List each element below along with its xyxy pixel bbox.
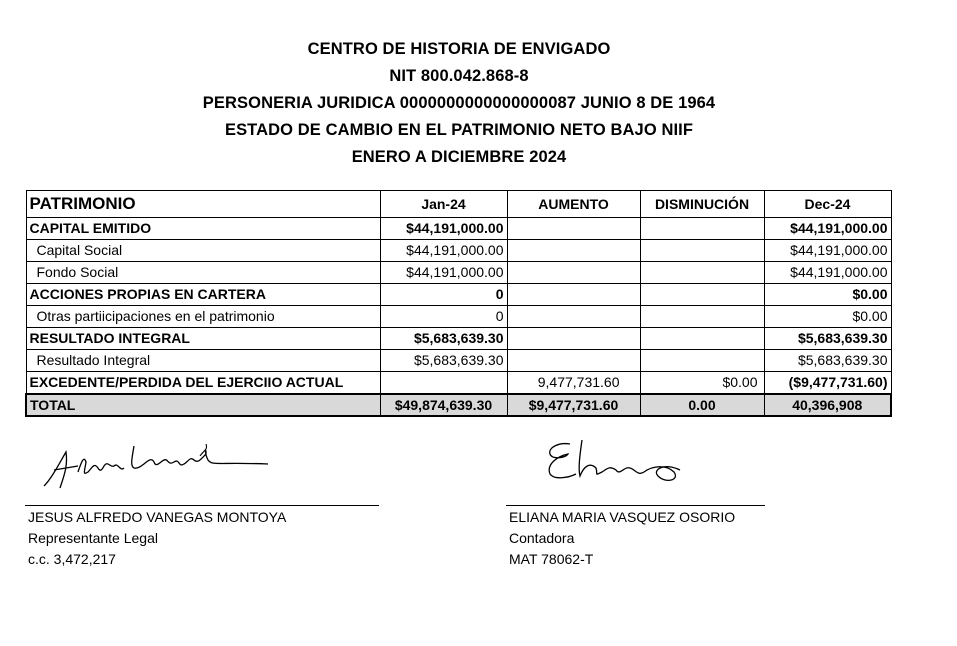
- org-nit: NIT 800.042.868-8: [389, 67, 529, 85]
- cell-dec: $0.00: [764, 284, 891, 306]
- cell-aumento: 9,477,731.60: [507, 372, 640, 395]
- cell-jan: 0: [380, 306, 507, 328]
- column-header-jan: Jan-24: [380, 191, 507, 218]
- cell-aumento: [507, 262, 640, 284]
- total-disminucion: 0.00: [640, 394, 764, 416]
- row-label: Capital Social: [26, 240, 380, 262]
- cell-aumento: [507, 284, 640, 306]
- signer-2-id: MAT 78062-T: [509, 551, 594, 567]
- cell-disminucion: [640, 350, 764, 372]
- total-jan: $49,874,639.30: [380, 394, 507, 416]
- signature-1-line: [25, 505, 379, 506]
- cell-jan: [380, 372, 507, 395]
- cell-dec: $44,191,000.00: [764, 240, 891, 262]
- total-label: TOTAL: [26, 394, 380, 416]
- table-row: [26, 328, 891, 350]
- column-header-dec: Dec-24: [764, 191, 891, 218]
- org-name: CENTRO DE HISTORIA DE ENVIGADO: [307, 40, 611, 58]
- cell-dec: $5,683,639.30: [764, 328, 891, 350]
- column-header-patrimonio: PATRIMONIO: [26, 191, 380, 218]
- cell-aumento: [507, 328, 640, 350]
- cell-disminucion: $0.00: [640, 372, 764, 395]
- row-label: Fondo Social: [26, 262, 380, 284]
- table-row: [26, 240, 891, 262]
- signer-2-role: Contadora: [509, 530, 575, 546]
- row-label: RESULTADO INTEGRAL: [26, 328, 380, 350]
- table-row: [26, 262, 891, 284]
- signer-1-name: JESUS ALFREDO VANEGAS MONTOYA: [28, 509, 287, 525]
- row-label: Otras partiicipaciones en el patrimonio: [26, 306, 380, 328]
- total-dec: 40,396,908: [764, 394, 891, 416]
- cell-disminucion: [640, 218, 764, 240]
- column-header-aumento: AUMENTO: [507, 191, 640, 218]
- legal-status: PERSONERIA JURIDICA 0000000000000000087 JUNIO 8 DE 1964: [202, 94, 716, 112]
- cell-disminucion: [640, 328, 764, 350]
- cell-dec: $0.00: [764, 306, 891, 328]
- row-label: EXCEDENTE/PERDIDA DEL EJERCIIO ACTUAL: [26, 372, 380, 395]
- total-row: [26, 394, 891, 416]
- cell-aumento: [507, 306, 640, 328]
- row-label: ACCIONES PROPIAS EN CARTERA: [26, 284, 380, 306]
- cell-disminucion: [640, 262, 764, 284]
- report-period: ENERO A DICIEMBRE 2024: [351, 148, 567, 166]
- cell-jan: $44,191,000.00: [380, 240, 507, 262]
- signature-2-line: [506, 505, 765, 506]
- table-header-row: [26, 191, 891, 218]
- row-label: CAPITAL EMITIDO: [26, 218, 380, 240]
- signature-1-image: [38, 432, 278, 496]
- cell-disminucion: [640, 306, 764, 328]
- signer-1-role: Representante Legal: [28, 530, 158, 546]
- cell-jan: $44,191,000.00: [380, 218, 507, 240]
- equity-changes-table: [25, 190, 892, 417]
- cell-dec: $5,683,639.30: [764, 350, 891, 372]
- report-title: ESTADO DE CAMBIO EN EL PATRIMONIO NETO BAJO NIIF: [224, 121, 694, 139]
- signer-2-name: ELIANA MARIA VASQUEZ OSORIO: [509, 509, 736, 525]
- signature-2-block: [509, 507, 735, 570]
- table-row: [26, 218, 891, 240]
- cell-jan: $5,683,639.30: [380, 328, 507, 350]
- document-header: [0, 36, 918, 171]
- cell-aumento: [507, 350, 640, 372]
- row-label: Resultado Integral: [26, 350, 380, 372]
- cell-jan: $5,683,639.30: [380, 350, 507, 372]
- cell-dec: $44,191,000.00: [764, 262, 891, 284]
- cell-aumento: [507, 240, 640, 262]
- table-row: [26, 284, 891, 306]
- signature-1-block: [28, 507, 286, 570]
- cell-jan: 0: [380, 284, 507, 306]
- cell-jan: $44,191,000.00: [380, 262, 507, 284]
- cell-dec: $44,191,000.00: [764, 218, 891, 240]
- signature-2-image: [540, 434, 700, 494]
- table-row: [26, 372, 891, 395]
- cell-disminucion: [640, 284, 764, 306]
- table-row: [26, 350, 891, 372]
- table-row: [26, 306, 891, 328]
- signer-1-id: c.c. 3,472,217: [28, 551, 116, 567]
- total-aumento: $9,477,731.60: [507, 394, 640, 416]
- column-header-disminucion: DISMINUCIÓN: [640, 191, 764, 218]
- cell-aumento: [507, 218, 640, 240]
- cell-disminucion: [640, 240, 764, 262]
- cell-dec: ($9,477,731.60): [764, 372, 891, 395]
